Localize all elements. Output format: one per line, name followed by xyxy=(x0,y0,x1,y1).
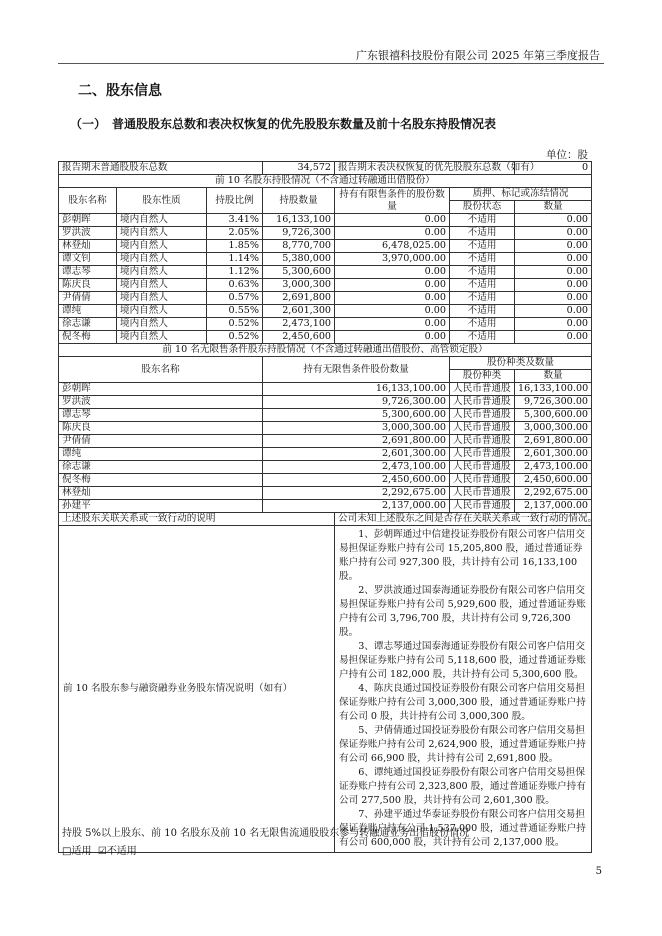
table-row xyxy=(59,214,592,227)
unrestricted-count: 16,133,100.00 xyxy=(263,383,450,396)
holding-count: 2,450,600 xyxy=(263,331,335,344)
holding-count: 2,691,800 xyxy=(263,292,335,305)
share-status: 不适用 xyxy=(450,253,515,266)
shareholder-name: 尹倩倩 xyxy=(59,292,117,305)
unrestricted-count: 2,137,000.00 xyxy=(263,500,450,513)
restricted-count: 0.00 xyxy=(335,318,450,331)
shareholder-name: 徐志谦 xyxy=(59,461,263,474)
restricted-count: 0.00 xyxy=(335,292,450,305)
pledge-qty: 0.00 xyxy=(515,266,592,279)
restricted-count: 0.00 xyxy=(335,305,450,318)
header-rule xyxy=(58,63,604,64)
unit-label: 单位：股 xyxy=(546,149,588,161)
unrestricted-count: 2,601,300.00 xyxy=(263,448,450,461)
share-qty: 3,000,300.00 xyxy=(515,422,592,435)
top10-header-row xyxy=(59,188,592,201)
pledge-qty: 0.00 xyxy=(515,279,592,292)
share-type: 人民币普通股 xyxy=(450,474,515,487)
share-type: 人民币普通股 xyxy=(450,487,515,500)
table-row xyxy=(59,305,592,318)
share-status: 不适用 xyxy=(450,305,515,318)
unrestricted-title-row xyxy=(59,344,592,357)
option-applicable: □适用 xyxy=(62,846,92,857)
unrestricted-count: 5,300,600.00 xyxy=(263,409,450,422)
unrestricted-count: 3,000,300.00 xyxy=(263,422,450,435)
margin-row xyxy=(59,526,592,853)
u-col-header-type-group: 股份种类及数量 xyxy=(450,357,592,370)
shareholder-nature: 境内自然人 xyxy=(117,331,207,344)
margin-note: 3、谭志琴通过国泰海通证券股份有限公司客户信用交易担保证券账户持有公司 5,118,600 股，通过普通证券账户持有公司 182,000 股，共计持有公司 5,300,600 股。 xyxy=(339,641,586,680)
shareholder-nature: 境内自然人 xyxy=(117,279,207,292)
restricted-count: 0.00 xyxy=(335,266,450,279)
table-row xyxy=(59,266,592,279)
share-type: 人民币普通股 xyxy=(450,461,515,474)
share-qty: 5,300,600.00 xyxy=(515,409,592,422)
summary-row xyxy=(59,162,592,175)
u-col-header-count: 持有无限售条件股份数量 xyxy=(263,357,450,383)
col-header-nature: 股东性质 xyxy=(117,188,207,214)
table-row xyxy=(59,435,592,448)
holding-count: 5,300,600 xyxy=(263,266,335,279)
margin-note: 7、孙建平通过华泰证券股份有限公司客户信用交易担保证券账户持有公司 1,537,000 股，通过普通证券账户持有公司 600,000 股，共计持有公司 2,137,000 股。 xyxy=(339,809,586,848)
total-shareholders-value: 34,572 xyxy=(263,162,335,175)
holding-ratio: 0.55% xyxy=(207,305,263,318)
shareholder-name: 徐志谦 xyxy=(59,318,117,331)
restricted-count: 3,970,000.00 xyxy=(335,253,450,266)
shareholder-name: 陈庆良 xyxy=(59,422,263,435)
lending-info-text: 持股 5%以上股东、前 10 名股东及前 10 名无限售流通股股东参与转融通业务出借股份情况 xyxy=(62,828,470,839)
u-col-header-type: 股份种类 xyxy=(450,370,515,383)
margin-note: 2、罗洪波通过国泰海通证券股份有限公司客户信用交易担保证券账户持有公司 5,929,600 股，通过普通证券账户持有公司 3,796,700 股，共计持有公司 9,726,300 股。 xyxy=(339,585,586,638)
table-row xyxy=(59,383,592,396)
pledge-qty: 0.00 xyxy=(515,253,592,266)
share-status: 不适用 xyxy=(450,279,515,292)
unrestricted-title: 前 10 名无限售条件股东持股情况（不含通过转融通出借股份、高管锁定股） xyxy=(59,344,592,357)
holding-count: 8,770,700 xyxy=(263,240,335,253)
share-status: 不适用 xyxy=(450,214,515,227)
table-row xyxy=(59,292,592,305)
page-number: 5 xyxy=(595,866,602,877)
share-type: 人民币普通股 xyxy=(450,396,515,409)
table-row xyxy=(59,461,592,474)
col-header-status: 股份状态 xyxy=(450,201,515,214)
u-col-header-qty: 数量 xyxy=(515,370,592,383)
holding-ratio: 0.57% xyxy=(207,292,263,305)
relations-label: 上述股东关联关系或一致行动的说明 xyxy=(59,513,335,526)
share-type: 人民币普通股 xyxy=(450,500,515,513)
u-col-header-name: 股东名称 xyxy=(59,357,263,383)
unrestricted-header-row xyxy=(59,357,592,370)
table-row xyxy=(59,422,592,435)
holding-ratio: 3.41% xyxy=(207,214,263,227)
restricted-count: 0.00 xyxy=(335,279,450,292)
share-status: 不适用 xyxy=(450,266,515,279)
shareholder-nature: 境内自然人 xyxy=(117,240,207,253)
shareholder-name: 罗洪波 xyxy=(59,396,263,409)
restricted-count: 0.00 xyxy=(335,214,450,227)
shareholder-name: 林登灿 xyxy=(59,487,263,500)
margin-notes xyxy=(335,526,592,853)
share-qty: 2,137,000.00 xyxy=(515,500,592,513)
total-shareholders-label: 报告期末普通股股东总数 xyxy=(59,162,263,175)
share-qty: 2,601,300.00 xyxy=(515,448,592,461)
col-header-count: 持股数量 xyxy=(263,188,335,214)
shareholder-name: 彭朝晖 xyxy=(59,214,117,227)
table-row xyxy=(59,396,592,409)
holding-ratio: 0.63% xyxy=(207,279,263,292)
table-row xyxy=(59,227,592,240)
share-qty: 2,691,800.00 xyxy=(515,435,592,448)
option-not-applicable: ☑不适用 xyxy=(97,846,137,857)
share-qty: 9,726,300.00 xyxy=(515,396,592,409)
holding-ratio: 2.05% xyxy=(207,227,263,240)
shareholder-name: 谭文钊 xyxy=(59,253,117,266)
table-row xyxy=(59,240,592,253)
shareholder-nature: 境内自然人 xyxy=(117,253,207,266)
unrestricted-count: 2,473,100.00 xyxy=(263,461,450,474)
margin-note: 1、彭朝晖通过中信建投证券股份有限公司客户信用交易担保证券账户持有公司 15,205,800 股，通过普通证券账户持有公司 927,300 股，共计持有公司 16,133,100 股。 xyxy=(339,529,585,582)
pledge-qty: 0.00 xyxy=(515,331,592,344)
col-header-ratio: 持股比例 xyxy=(207,188,263,214)
table-row xyxy=(59,331,592,344)
holding-count: 9,726,300 xyxy=(263,227,335,240)
table-row xyxy=(59,409,592,422)
shareholder-name: 孙建平 xyxy=(59,500,263,513)
shareholder-name: 陈庆良 xyxy=(59,279,117,292)
share-status: 不适用 xyxy=(450,331,515,344)
table-row xyxy=(59,448,592,461)
shareholder-name: 罗洪波 xyxy=(59,227,117,240)
shareholder-name: 谭纯 xyxy=(59,448,263,461)
share-qty: 2,450,600.00 xyxy=(515,474,592,487)
share-status: 不适用 xyxy=(450,318,515,331)
holding-count: 2,601,300 xyxy=(263,305,335,318)
table-row xyxy=(59,474,592,487)
table-row xyxy=(59,318,592,331)
shareholder-nature: 境内自然人 xyxy=(117,292,207,305)
table-row xyxy=(59,500,592,513)
shareholder-name: 林登灿 xyxy=(59,240,117,253)
share-qty: 16,133,100.00 xyxy=(515,383,592,396)
relations-row xyxy=(59,513,592,526)
holding-ratio: 1.85% xyxy=(207,240,263,253)
unrestricted-count: 9,726,300.00 xyxy=(263,396,450,409)
holding-count: 16,133,100 xyxy=(263,214,335,227)
share-type: 人民币普通股 xyxy=(450,409,515,422)
holding-ratio: 1.12% xyxy=(207,266,263,279)
shareholder-name: 彭朝晖 xyxy=(59,383,263,396)
pledge-qty: 0.00 xyxy=(515,292,592,305)
share-type: 人民币普通股 xyxy=(450,422,515,435)
pledge-qty: 0.00 xyxy=(515,240,592,253)
section-subtitle: （一） 普通股股东总数和表决权恢复的优先股股东数量及前十名股东持股情况表 xyxy=(70,117,497,131)
col-header-qty: 数量 xyxy=(515,201,592,214)
restricted-count: 6,478,025.00 xyxy=(335,240,450,253)
shareholder-nature: 境内自然人 xyxy=(117,318,207,331)
share-qty: 2,292,675.00 xyxy=(515,487,592,500)
col-header-restricted: 持有有限售条件的股份数量 xyxy=(335,188,450,214)
shareholder-nature: 境内自然人 xyxy=(117,305,207,318)
pledge-qty: 0.00 xyxy=(515,227,592,240)
holding-ratio: 0.52% xyxy=(207,318,263,331)
applicability-options xyxy=(62,842,137,857)
section-title: 二、股东信息 xyxy=(78,83,162,99)
shareholder-name: 谭志琴 xyxy=(59,409,263,422)
table-row xyxy=(59,279,592,292)
pledge-qty: 0.00 xyxy=(515,305,592,318)
margin-note: 6、谭纯通过国投证券股份有限公司客户信用交易担保证券账户持有公司 2,323,800 股，通过普通证券账户持有公司 277,500 股，共计持有公司 2,601,300 股。 xyxy=(339,767,586,806)
share-type: 人民币普通股 xyxy=(450,383,515,396)
share-status: 不适用 xyxy=(450,240,515,253)
shareholder-name: 尹倩倩 xyxy=(59,435,263,448)
shareholder-name: 谭志琴 xyxy=(59,266,117,279)
preferred-shareholders-label: 报告期末表决权恢复的优先股股东总数（如有） xyxy=(335,162,515,175)
margin-note: 4、陈庆良通过国投证券股份有限公司客户信用交易担保证券账户持有公司 3,000,300 股，通过普通证券账户持有公司 0 股，共计持有公司 3,000,300 股。 xyxy=(339,683,586,722)
page-header: 广东银禧科技股份有限公司 2025 年第三季度报告 xyxy=(356,49,600,62)
shareholder-name: 谭纯 xyxy=(59,305,117,318)
relations-value: 公司未知上述股东之间是否存在关联关系或一致行动的情况。 xyxy=(335,513,592,526)
shareholder-name: 倪冬梅 xyxy=(59,331,117,344)
restricted-count: 0.00 xyxy=(335,331,450,344)
holding-ratio: 0.52% xyxy=(207,331,263,344)
shareholder-nature: 境内自然人 xyxy=(117,227,207,240)
margin-note: 5、尹倩倩通过国投证券股份有限公司客户信用交易担保证券账户持有公司 2,624,900 股，通过普通证券账户持有公司 66,900 股，共计持有公司 2,691,800 股。 xyxy=(339,725,586,764)
unrestricted-count: 2,691,800.00 xyxy=(263,435,450,448)
table-row xyxy=(59,253,592,266)
pledge-qty: 0.00 xyxy=(515,214,592,227)
unrestricted-count: 2,292,675.00 xyxy=(263,487,450,500)
share-status: 不适用 xyxy=(450,227,515,240)
holding-count: 2,473,100 xyxy=(263,318,335,331)
shareholder-nature: 境内自然人 xyxy=(117,214,207,227)
preferred-shareholders-value: 0 xyxy=(515,162,592,175)
shareholder-nature: 境内自然人 xyxy=(117,266,207,279)
top10-title: 前 10 名股东持股情况（不含通过转融通出借股份） xyxy=(59,175,592,188)
share-qty: 2,473,100.00 xyxy=(515,461,592,474)
shareholder-table xyxy=(58,161,598,853)
restricted-count: 0.00 xyxy=(335,227,450,240)
unrestricted-count: 2,450,600.00 xyxy=(263,474,450,487)
holding-count: 3,000,300 xyxy=(263,279,335,292)
col-header-name: 股东名称 xyxy=(59,188,117,214)
share-status: 不适用 xyxy=(450,292,515,305)
holding-ratio: 1.14% xyxy=(207,253,263,266)
share-type: 人民币普通股 xyxy=(450,448,515,461)
share-type: 人民币普通股 xyxy=(450,435,515,448)
holding-count: 5,380,000 xyxy=(263,253,335,266)
pledge-qty: 0.00 xyxy=(515,318,592,331)
table-row xyxy=(59,487,592,500)
col-header-pledge: 质押、标记或冻结情况 xyxy=(450,188,592,201)
margin-label: 前 10 名股东参与融资融券业务股东情况说明（如有） xyxy=(59,526,335,853)
top10-title-row xyxy=(59,175,592,188)
shareholder-name: 倪冬梅 xyxy=(59,474,263,487)
